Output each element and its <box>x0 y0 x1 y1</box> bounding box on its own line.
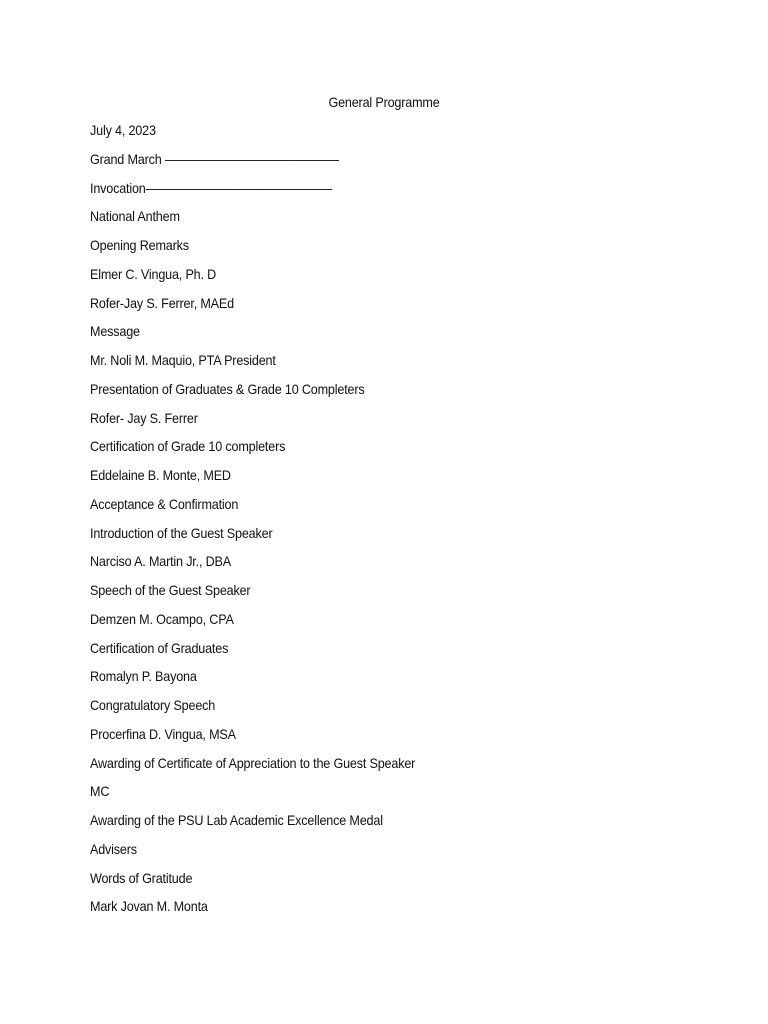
programme-date: July 4, 2023 <box>90 122 156 138</box>
programme-speaker: Rofer-Jay S. Ferrer, MAEd <box>90 294 234 311</box>
page-title: General Programme <box>328 94 440 110</box>
programme-speaker: Demzen M. Ocampo, CPA <box>90 610 234 627</box>
programme-item: Words of Gratitude <box>90 869 193 886</box>
programme-speaker: Procerfina D. Vingua, MSA <box>90 725 236 742</box>
programme-item: Introduction of the Guest Speaker <box>90 524 273 541</box>
programme-speaker: Mark Jovan M. Monta <box>90 898 208 915</box>
programme-item: Certification of Graduates <box>90 639 229 656</box>
programme-item: Congratulatory Speech <box>90 697 216 713</box>
programme-item: Certification of Grade 10 completers <box>90 438 286 455</box>
programme-speaker: Eddelaine B. Monte, MED <box>90 467 231 483</box>
programme-item: Grand March —————————————— <box>90 150 339 167</box>
programme-speaker: Mr. Noli M. Maquio, PTA President <box>90 352 276 368</box>
programme-item: Awarding of the PSU Lab Academic Excellence Medal <box>90 812 383 828</box>
programme-item: Speech of the Guest Speaker <box>90 582 251 598</box>
programme-item: Acceptance & Confirmation <box>90 495 239 512</box>
programme-speaker: Rofer- Jay S. Ferrer <box>90 409 198 426</box>
programme-item: Presentation of Graduates & Grade 10 Completers <box>90 380 365 397</box>
programme-speaker: Romalyn P. Bayona <box>90 668 197 685</box>
programme-speaker: Elmer C. Vingua, Ph. D <box>90 265 217 282</box>
programme-item: Invocation——————————————— <box>90 179 332 196</box>
programme-item: Message <box>90 323 140 340</box>
programme-item: Opening Remarks <box>90 237 189 253</box>
programme-item: National Anthem <box>90 208 180 225</box>
programme-item: Awarding of Certificate of Appreciation to the Guest Speaker <box>90 754 416 771</box>
programme-speaker: Narciso A. Martin Jr., DBA <box>90 553 231 570</box>
programme-speaker: MC <box>90 783 110 800</box>
programme-list <box>90 121 451 926</box>
programme-speaker: Advisers <box>90 840 137 857</box>
